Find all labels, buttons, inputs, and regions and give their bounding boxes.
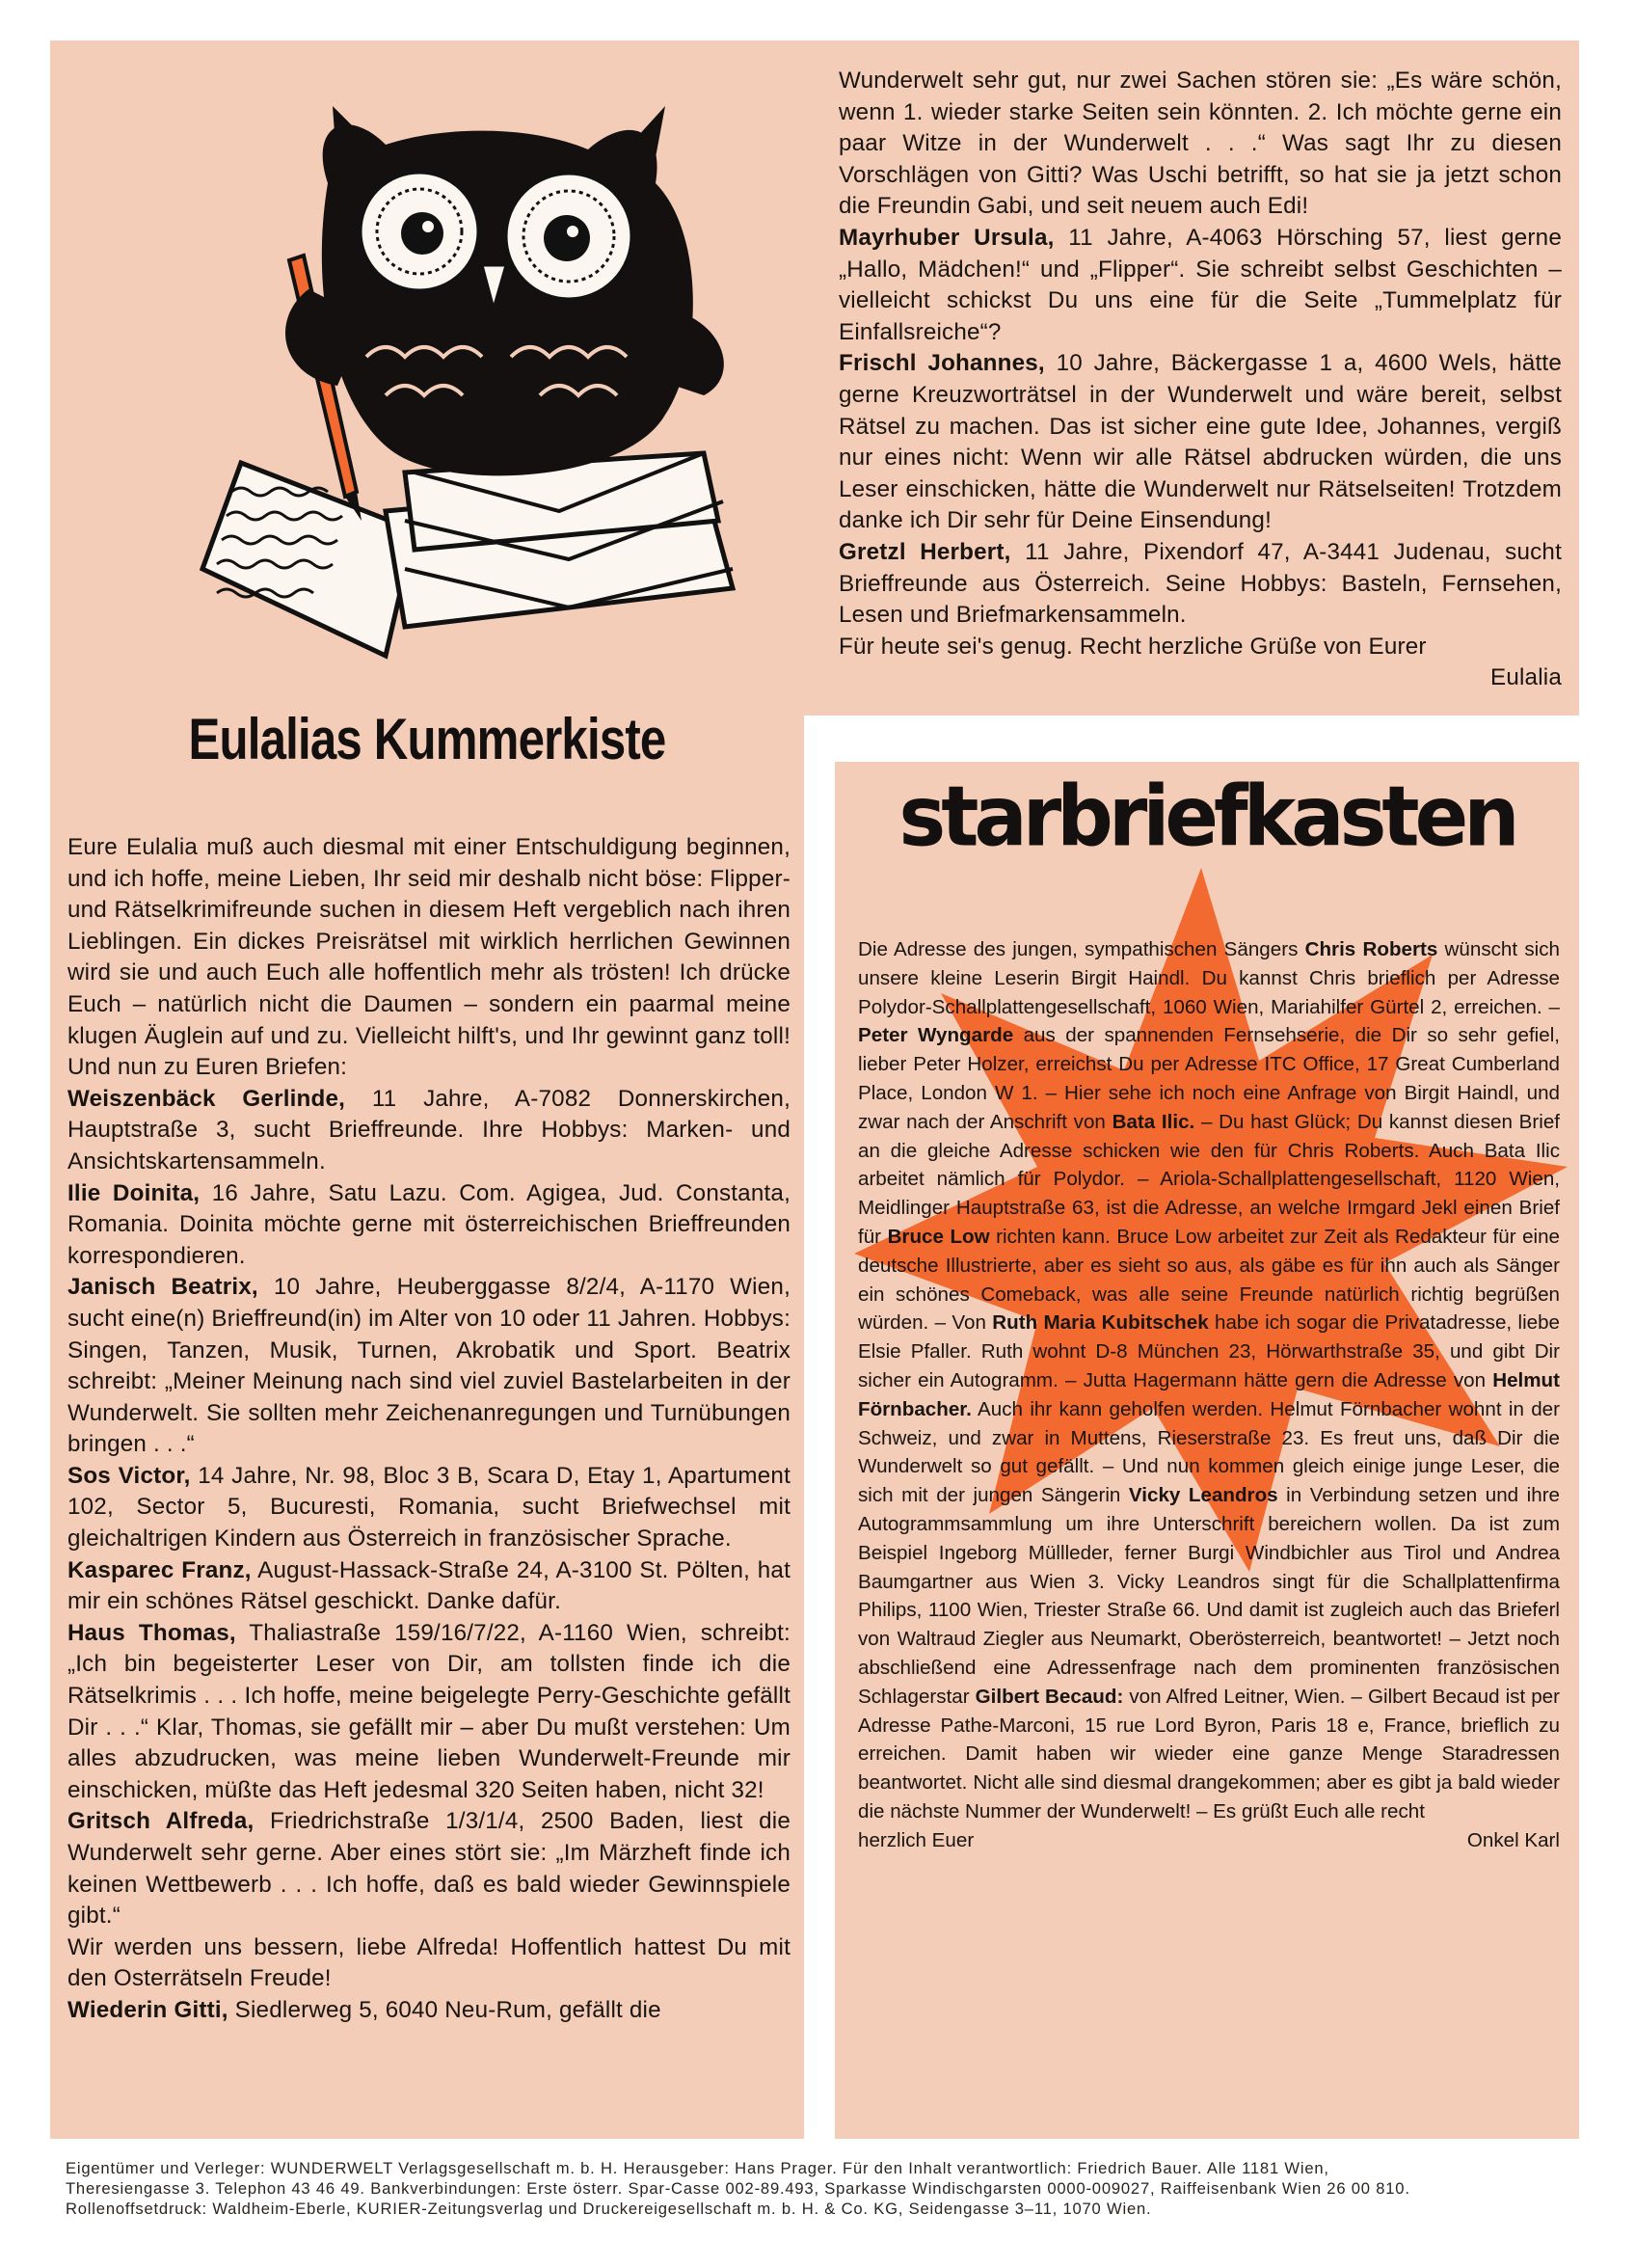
starbriefkasten-sign-line (858, 1826, 1560, 1855)
star-text-segment: aus der spannenden Fernsehserie, die Dir so sehr gefiel, lieber Peter Holzer, erreichst Du per Adresse ITC Office, 17 Great Cumberland Place, London W 1. – Hier sehe ich noch eine Anfrage von Birgit Haindl, und zwar nach der Anschrift von (858, 1024, 1561, 1133)
letter-entry (67, 1272, 791, 1461)
letter-text: 14 Jahre, Nr. 98, Bloc 3 B, Scara D, Etay 1, Apartument 102, Sector 5, Bucuresti, Romania, sucht Briefwechsel mit gleichaltrigen Kindern aus Österreich in französischer Sprache. (67, 1462, 791, 1552)
letter-writer-name: Haus Thomas, (67, 1619, 236, 1646)
star-name: Peter Wyngarde (858, 1024, 1014, 1047)
letter-text: 10 Jahre, Bäckergasse 1 a, 4600 Wels, hätte gerne Kreuzworträtsel in der Wunderwelt und wäre bereit, selbst Rätsel zu machen. Das ist sicher eine gute Idee, Johannes, vergiß nur eines nicht: Wenn wir alle Rätsel abdrucken würden, die uns Leser einschicken, hätte die Wunderwelt nur Rätselseiten! Trotzdem danke ich Dir sehr für Deine Einsendung! (839, 350, 1562, 534)
letter-text: August-Hassack-Straße 24, A-3100 St. Pölten, hat mir ein schönes Rätsel geschickt. Danke dafür. (67, 1556, 791, 1615)
kummerkiste-title: Eulalias Kummerkiste (188, 707, 666, 771)
letter-writer-name: Gritsch Alfreda, (67, 1808, 255, 1835)
letter-text: Wir werden uns bessern, liebe Alfreda! Hoffentlich hattest Du mit den Osterrätseln Freude! (67, 1933, 791, 1992)
letter-entry (839, 223, 1562, 348)
imprint-footer (66, 2158, 1541, 2219)
letter-entry (67, 1084, 791, 1178)
letter-text: Friedrichstraße 1/3/1/4, 2500 Baden, liest die Wunderwelt sehr gerne. Aber eines stört sie: „Im Märzheft finde ich keinen Wettbewerb . . . Ich hoffe, daß es bald wieder Gewinnspiele gibt.“ (67, 1808, 791, 1930)
star-name: Chris Roberts (1304, 938, 1438, 960)
letter-writer-name: Gretzl Herbert, (839, 538, 1011, 565)
column-gutter (804, 716, 835, 2139)
star-text-segment: Auch ihr kann geholfen werden. Helmut Förnbacher wohnt in der Schweiz, und zwar in Muttens, Rieserstraße 23. Es freut uns, daß Dir die Wunderwelt so gut gefällt. – Und nun kommen gleich einige junge Leser, die sich mit der jungen Sängerin (858, 1397, 1560, 1507)
kummerkiste-closing: Für heute sei's genug. Recht herzliche Grüße von Eurer (839, 633, 1427, 660)
letter-text: Wunderwelt sehr gut, nur zwei Sachen stören sie: „Es wäre schön, wenn 1. wieder starke Seiten sein könnten. 2. Ich möchte gerne ein paar Witze in der Wunderwelt . . .“ Was sagt Ihr zu diesen Vorschlägen von Gitti? Was Uschi betrifft, so hat sie ja jetzt schon die Freundin Gabi, und seit neuem auch Edi! (839, 68, 1562, 220)
letter-text: 10 Jahre, Heuberggasse 8/2/4, A-1170 Wien, sucht eine(n) Brieffreund(in) im Alter von 10 oder 11 Jahren. Hobbys: Singen, Tanzen, Musik, Turnen, Akrobatik und Sport. Beatrix schreibt: „Meiner Meinung nach sind viel zuviel Bastelarbeiten in der Wunderwelt. Sie sollten mehr Zeichenanregungen und Turnübungen bringen . . .“ (67, 1274, 791, 1458)
letter-entry (67, 1932, 791, 1995)
star-text-segment: von Alfred Leitner, Wien. – Gilbert Becaud ist per Adresse Pathe-Marconi, 15 rue Lord Byron, Paris 18 e, France, brieflich zu erreichen. Damit haben wir wieder eine ganze Menge Staradressen beantwortet. Nicht alle sind diesmal drangekommen; aber es gibt ja bald wieder die nächste Nummer der Wunderwelt! – Es grüßt Euch alle recht (858, 1685, 1560, 1822)
kummerkiste-left-column (67, 832, 791, 2027)
letter-entry (67, 1178, 791, 1273)
kummerkiste-signature: Eulalia (1489, 664, 1562, 691)
letter-entry (839, 537, 1562, 632)
letter-entry (67, 1995, 791, 2027)
star-name: Ruth Maria Kubitschek (992, 1311, 1209, 1335)
letter-entry (67, 1461, 791, 1555)
envelope-stack-icon (386, 453, 733, 627)
star-name: Helmut Förnbacher. (858, 1368, 1560, 1420)
imprint-line: Theresiengasse 3. Telephon 43 46 49. Bankverbindungen: Erste österr. Spar-Casse 002-89.493, Sparkasse Windischgarsten 0000-009027, Raiffeisenbank Wien 26 00 810. (66, 2179, 1410, 2198)
star-name: Bruce Low (887, 1225, 990, 1248)
letter-text: 11 Jahre, A-4063 Hörsching 57, liest gerne „Hallo, Mädchen!“ und „Flipper“. Sie schreibt selbst Geschichten – vielleicht schickst Du uns eine für die Seite „Tummelplatz für Einfallsreiche“? (839, 224, 1562, 345)
starbriefkasten-closing: herzlich Euer (858, 1828, 975, 1851)
letter-writer-name: Kasparec Franz, (67, 1556, 252, 1583)
starbriefkasten-text (858, 935, 1560, 1855)
owl-writing-letter-illustration (164, 68, 781, 685)
star-text-segment: in Verbindung setzen und ihre Autogrammsammlung um ihre Unterschrift bereichern wollen. Da ist zum Beispiel Ingeborg Müllleder, ferner Burgi Windbichler aus Tirol und Andrea Baumgartner aus Wien 3. Vicky Leandros singt für die Schallplattenfirma Philips, 1100 Wien, Triester Straße 66. Und damit ist zugleich auch das Brieferl von Waltraud Ziegler aus Neumarkt, Oberösterreich, beantwortet! – Jetzt noch abschließend eine Adressenfrage nach dem prominenten französischen Schlagerstar (858, 1484, 1561, 1708)
letter-writer-name: Janisch Beatrix, (67, 1274, 258, 1301)
star-name: Bata Ilic. (1112, 1110, 1195, 1133)
starbriefkasten-signature: Onkel Karl (1466, 1828, 1560, 1851)
letter-entry (67, 1806, 791, 1931)
star-text-segment: – Du hast Glück; Du kannst diesen Brief an die gleiche Adresse schicken wie den für Chris Roberts. Auch Bata Ilic arbeitet nämlich für Polydor. – Ariola-Schallplattengesellschaft, 1120 Wien, Meidlinger Hauptstraße 63, ist die Adresse, an welche Irmgard Jekl einen Brief für (858, 1110, 1560, 1248)
kummerkiste-intro: Eure Eulalia muß auch diesmal mit einer Entschuldigung beginnen, und ich hoffe, meine Lieben, Ihr seid mir deshalb nicht böse: Flipper- und Rätselkrimifreunde suchen in diesem Heft vergeblich nach ihren Lieblingen. Ein dickes Preisrätsel mit wirklich herrlichen Gewinnen wird sie und auch Euch alle hoffentlich mehr als trösten! Ich drücke Euch – natürlich nicht die Daumen – sondern ein paarmal meine klugen Äuglein auf und zu. Vielleicht hilft's, und Ihr gewinnt ganz toll! Und nun zu Euren Briefen: (67, 834, 791, 1081)
letter-text: 11 Jahre, Pixendorf 47, A-3441 Judenau, sucht Brieffreunde aus Österreich. Seine Hobbys: Basteln, Fernsehen, Lesen und Briefmarkensammeln. (839, 538, 1562, 629)
imprint-line: Rollenoffsetdruck: Waldheim-Eberle, KURIER-Zeitungsverlag und Druckereigesellschaft m. b. H. & Co. KG, Seidengasse 3–11, 1070 Wien. (66, 2200, 1152, 2218)
star-name: Gilbert Becaud: (975, 1685, 1124, 1708)
letter-writer-name: Sos Victor, (67, 1462, 191, 1489)
letters-list (67, 1084, 791, 2027)
kummerkiste-continuation-column (839, 66, 1562, 694)
letter-text: 11 Jahre, A-7082 Donnerskirchen, Hauptstraße 3, sucht Brieffreunde. Ihre Hobbys: Marken- und Ansichtskartensammeln. (67, 1085, 791, 1174)
letter-entry (67, 1555, 791, 1618)
letter-writer-name: Frischl Johannes, (839, 350, 1045, 377)
starbriefkasten-title: starbriefkasten (898, 769, 1515, 866)
letter-text: Thaliastraße 159/16/7/22, A-1160 Wien, schreibt: „Ich bin begeisterter Leser von Dir, am tollsten finde ich die Rätselkrimis . . . Ich hoffe, meine beigelegte Perry-Geschichte gefällt Dir . . .“ Klar, Thomas, sie gefällt mir – aber Du mußt verstehen: Um alles abzudrucken, was meine lieben Wunderwelt-Freunde mir einschicken, müßte das Heft jedesmal 320 Seiten haben, nicht 32! (67, 1619, 791, 1803)
letter-entry (839, 66, 1562, 223)
star-text-segment: richten kann. Bruce Low arbeitet zur Zeit als Redakteur für eine deutsche Illustrierte, aber es sieht so aus, als gäbe es für ihn auch als Sänger ein schönes Comeback, was alle seine Freunde natürlich richtig begrüßen würden. – Von (858, 1225, 1561, 1335)
imprint-line: Eigentümer und Verleger: WUNDERWELT Verlagsgesellschaft m. b. H. Herausgeber: Hans Prager. Für den Inhalt verantwortlich: Friedrich Bauer. Alle 1181 Wien, (66, 2159, 1329, 2177)
letter-writer-name: Wiederin Gitti, (67, 1996, 228, 2023)
letter-paper-icon (202, 463, 415, 656)
star-text-segment: Die Adresse des jungen, sympathischen Sängers (858, 938, 1305, 960)
letter-text: Siedlerweg 5, 6040 Neu-Rum, gefällt die (228, 1996, 661, 2023)
letters-continuation-list (839, 66, 1562, 632)
letter-writer-name: Weiszenbäck Gerlinde, (67, 1085, 346, 1112)
starbriefkasten-body (858, 935, 1560, 1826)
star-name: Vicky Leandros (1128, 1484, 1278, 1507)
letter-writer-name: Ilie Doinita, (67, 1179, 201, 1206)
letter-entry (67, 1618, 791, 1807)
letter-text: 16 Jahre, Satu Lazu. Com. Agigea, Jud. Constanta, Romania. Doinita möchte gerne mit österreichischen Brieffreunden korrespondieren. (67, 1179, 791, 1269)
owl-icon (285, 106, 724, 475)
star-text-segment: wünscht sich unsere kleine Leserin Birgit Haindl. Du kannst Chris brieflich per Adresse Polydor-Schallplattengesellschaft, 1060 Wien, Mariahilfer Gürtel 2, erreichen. – (858, 938, 1560, 1018)
letter-writer-name: Mayrhuber Ursula, (839, 224, 1055, 251)
letter-entry (839, 348, 1562, 537)
star-text-segment: habe ich sogar die Privatadresse, liebe Elsie Pfaller. Ruth wohnt D-8 München 23, Hörwarthstraße 35, und gibt Dir sicher ein Autogramm. – Jutta Hagermann hätte gern die Adresse von (858, 1311, 1560, 1391)
